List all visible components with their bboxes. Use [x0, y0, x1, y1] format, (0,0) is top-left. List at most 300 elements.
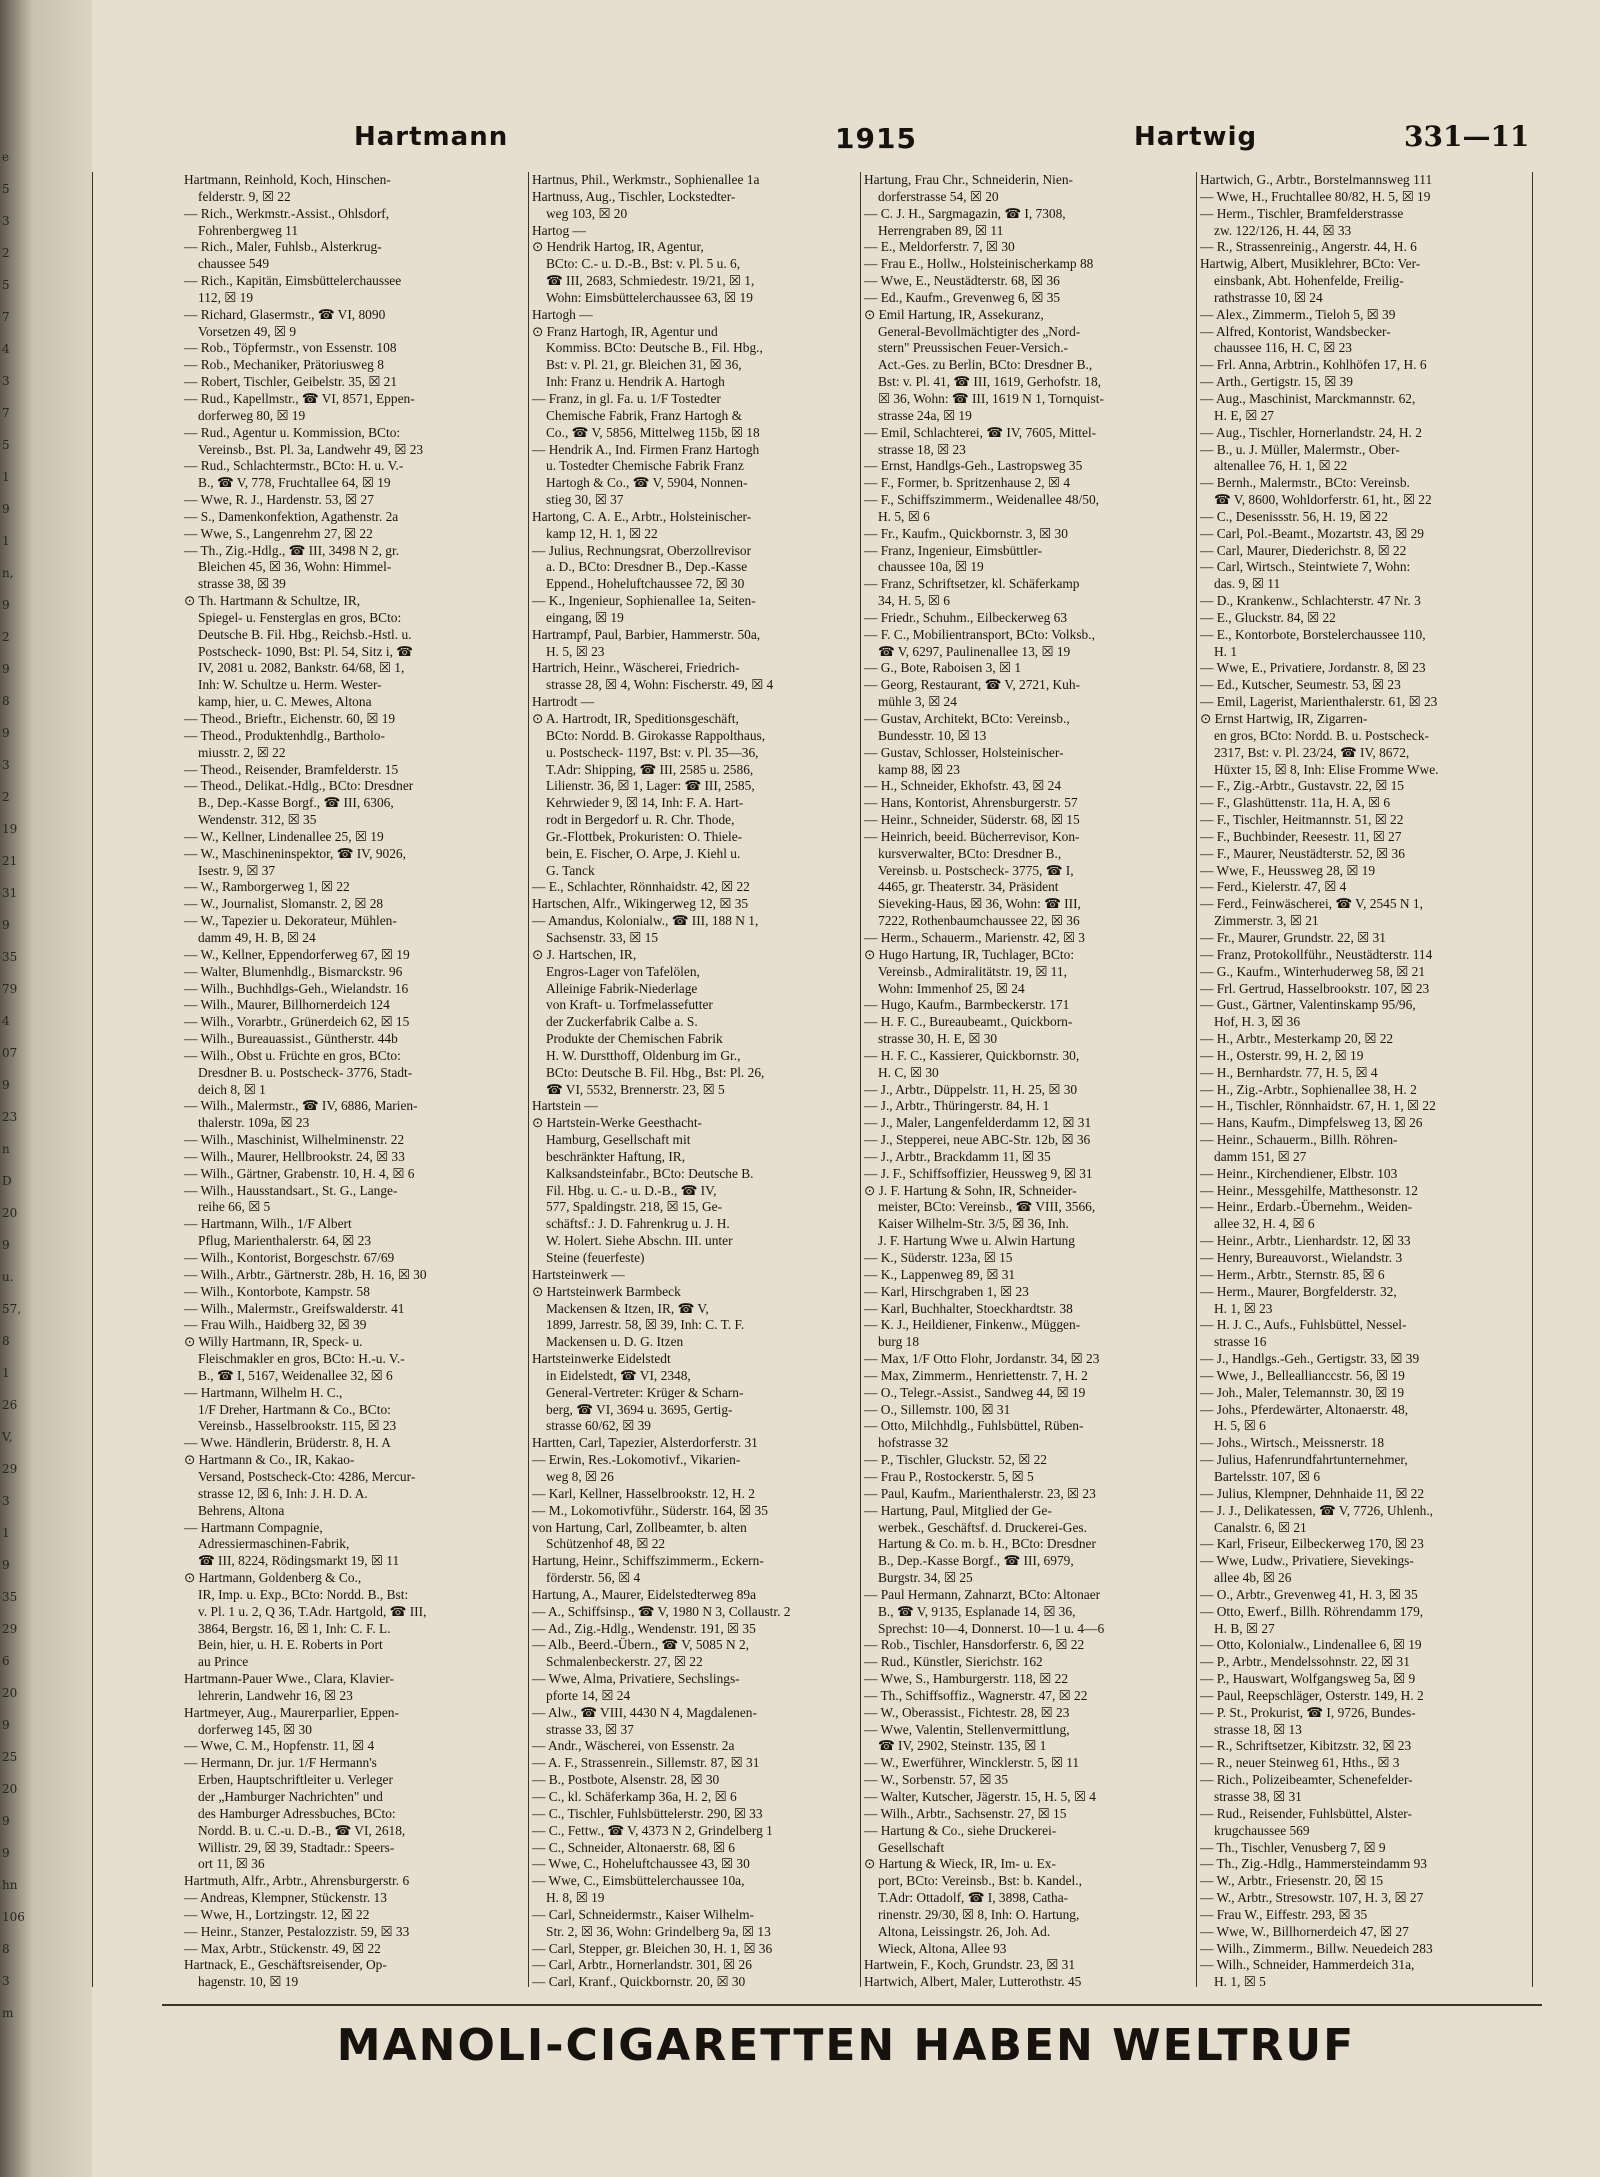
- directory-entry-line: — F., Former, b. Spritzenhause 2, ☒ 4: [864, 475, 1071, 491]
- directory-entry-line: Hartwig, Albert, Musiklehrer, BCto: Ver-: [1200, 256, 1421, 272]
- directory-entry-line: — Carl, Maurer, Diederichstr. 8, ☒ 22: [1200, 542, 1407, 558]
- directory-entry-line: ⊙ Hartmann, Goldenberg & Co.,: [184, 1570, 362, 1586]
- edge-fragment: 1: [2, 1366, 10, 1380]
- directory-entry-line: — Wwe, S., Langenrehm 27, ☒ 22: [184, 525, 373, 541]
- directory-entry-line: dorferweg 145, ☒ 30: [198, 1721, 312, 1737]
- directory-entry-line: Kehrwieder 9, ☒ 14, Inh: F. A. Hart-: [546, 795, 744, 811]
- directory-entry-line: — Rud., Reisender, Fuhlsbüttel, Alster-: [1200, 1805, 1412, 1821]
- directory-entry-line: ⊙ Hartmann & Co., IR, Kakao-: [184, 1452, 355, 1468]
- edge-fragment: 7: [2, 406, 10, 420]
- directory-entry-line: Zimmerstr. 3, ☒ 21: [1214, 913, 1319, 929]
- edge-fragment: 29: [2, 1462, 18, 1476]
- directory-entry-line: [532, 1991, 858, 1992]
- directory-entry-line: — Heinr., Kirchendiener, Elbstr. 103: [1200, 1165, 1398, 1181]
- edge-fragment: 8: [2, 1334, 10, 1348]
- directory-entry-line: ⊙ Hartung & Wieck, IR, Im- u. Ex-: [864, 1856, 1056, 1872]
- directory-entry-line: — G., Kaufm., Winterhuderweg 58, ☒ 21: [1200, 963, 1426, 979]
- directory-entry-line: eingang, ☒ 19: [546, 609, 624, 625]
- directory-entry-line: — Wwe, Alma, Privatiere, Sechslings-: [532, 1671, 740, 1687]
- directory-entry-line: — Wilh., Vorarbtr., Grünerdeich 62, ☒ 15: [184, 1014, 410, 1030]
- directory-entry-line: kamp, hier, u. C. Mewes, Altona: [198, 694, 372, 710]
- directory-entry-line: — Frau W., Eiffestr. 293, ☒ 35: [1200, 1906, 1368, 1922]
- directory-entry-line: Kalksandsteinfabr., BCto: Deutsche B.: [546, 1165, 754, 1181]
- directory-entry-line: — H., Zig.-Arbtr., Sophienallee 38, H. 2: [1200, 1081, 1417, 1097]
- directory-entry-line: — Frl. Gertrud, Hasselbrookstr. 107, ☒ 23: [1200, 980, 1430, 996]
- edge-fragment: 3: [2, 1494, 10, 1508]
- entry-columns: [92, 172, 1600, 1992]
- directory-entry-line: ⊙ Emil Hartung, IR, Assekuranz,: [864, 306, 1044, 322]
- directory-entry-line: Sprechst: 10—4, Donnerst. 10—1 u. 4—6: [878, 1620, 1105, 1636]
- directory-entry-line: General-Bevollmächtigter des „Nord-: [878, 323, 1081, 339]
- directory-entry-line: — D., Krankenw., Schlachterstr. 47 Nr. 3: [1200, 593, 1421, 609]
- directory-entry-line: — J. J., Delikatessen, ☎ V, 7726, Uhlenh.,: [1200, 1502, 1434, 1518]
- directory-entry-line: Hartrich, Heinr., Wäscherei, Friedrich-: [532, 660, 740, 676]
- directory-entry-line: — W., Kellner, Eppendorferweg 67, ☒ 19: [184, 946, 410, 962]
- directory-entry-line: der Zuckerfabrik Calbe a. S.: [546, 1014, 698, 1030]
- directory-entry-line: Inh: W. Schultze u. Herm. Wester-: [198, 677, 382, 693]
- directory-entry-line: — C., kl. Schäferkamp 36a, H. 2, ☒ 6: [532, 1789, 737, 1804]
- directory-entry-line: Vereinsb. u. Postscheck- 3775, ☎ I,: [878, 862, 1074, 878]
- directory-entry-line: — P. St., Prokurist, ☎ I, 9726, Bundes-: [1200, 1704, 1416, 1720]
- directory-entry-line: chaussee 116, H. C, ☒ 23: [1214, 340, 1352, 356]
- directory-entry-line: strasse 38, ☒ 31: [1214, 1789, 1302, 1804]
- directory-entry-line: — Hans, Kontorist, Ahrensburgerstr. 57: [864, 795, 1078, 811]
- edge-fragment: 1: [2, 470, 10, 484]
- directory-entry-line: ☎ III, 8224, Rödingsmarkt 19, ☒ 11: [198, 1553, 400, 1569]
- directory-entry-line: ⊙ Hugo Hartung, IR, Tuchlager, BCto:: [864, 946, 1075, 962]
- directory-entry-line: strasse 18, ☒ 23: [878, 441, 966, 457]
- edge-fragment: 79: [2, 982, 18, 996]
- directory-entry-line: — Wwe, H., Lortzingstr. 12, ☒ 22: [184, 1906, 370, 1922]
- directory-entry-line: ☎ VI, 5532, Brennerstr. 23, ☒ 5: [546, 1081, 725, 1097]
- directory-entry-line: — F., Zig.-Arbtr., Gustavstr. 22, ☒ 15: [1200, 778, 1404, 794]
- directory-entry-line: 34, H. 5, ☒ 6: [878, 593, 950, 609]
- directory-entry-line: Herrengraben 89, ☒ 11: [878, 222, 1004, 238]
- directory-entry-line: 7222, Rothenbaumchaussee 22, ☒ 36: [878, 913, 1080, 929]
- directory-entry-line: — W., Ewerführer, Wincklerstr. 5, ☒ 11: [864, 1755, 1080, 1771]
- directory-entry-line: Hartwein, F., Koch, Grundstr. 23, ☒ 31: [864, 1957, 1076, 1973]
- directory-entry-line: — Hans, Kaufm., Dimpfelsweg 13, ☒ 26: [1200, 1115, 1423, 1131]
- directory-entry-line: — K. J., Heildiener, Finkenw., Müggen-: [864, 1317, 1081, 1333]
- directory-entry-line: ort 11, ☒ 36: [198, 1856, 265, 1872]
- directory-entry-line: weg 8, ☒ 26: [546, 1468, 614, 1484]
- directory-entry-line: Hartogh & Co., ☎ V, 5904, Nonnen-: [546, 475, 748, 491]
- directory-entry-line: — Carl, Pol.-Beamt., Mozartstr. 43, ☒ 29: [1200, 525, 1424, 541]
- directory-entry-line: — F. C., Mobilientransport, BCto: Volksb.,: [864, 626, 1095, 642]
- directory-entry-line: — Rich., Werkmstr.-Assist., Ohlsdorf,: [184, 205, 390, 221]
- directory-entry-line: reihe 66, ☒ 5: [198, 1199, 271, 1215]
- directory-entry-line: Hartstein —: [532, 1098, 598, 1114]
- directory-entry-line: v. Pl. 1 u. 2, Q 36, T.Adr. Hartgold, ☎ III,: [198, 1603, 427, 1619]
- directory-entry-line: Deutsche B. Fil. Hbg., Reichsb.-Hstl. u.: [198, 626, 412, 642]
- edge-fragment: 5: [2, 278, 10, 292]
- directory-entry-line: — Rob., Mechaniker, Prätoriusweg 8: [184, 357, 384, 373]
- directory-entry-line: 2317, Bst: v. Pl. 23/24, ☎ IV, 8672,: [1214, 744, 1410, 760]
- directory-entry-line: Adressiermaschinen-Fabrik,: [198, 1536, 350, 1552]
- directory-entry-line: — Franz, Schriftsetzer, kl. Schäferkamp: [864, 576, 1080, 592]
- directory-entry-line: — Wilh., Maurer, Hellbrookstr. 24, ☒ 33: [184, 1148, 405, 1164]
- directory-entry-line: Fleischmakler en gros, BCto: H.-u. V.-: [198, 1351, 405, 1367]
- directory-entry-line: — Wilh., Obst u. Früchte en gros, BCto:: [184, 1047, 401, 1063]
- edge-fragment: 8: [2, 694, 10, 708]
- directory-entry-line: — W., Ramborgerweg 1, ☒ 22: [184, 879, 350, 895]
- directory-entry-line: — Franz, Ingenieur, Eimsbüttler-: [864, 542, 1043, 558]
- edge-fragment: 6: [2, 1654, 10, 1668]
- directory-entry-line: — Hendrik A., Ind. Firmen Franz Hartogh: [532, 441, 760, 457]
- directory-entry-line: — Fr., Maurer, Grundstr. 22, ☒ 31: [1200, 929, 1386, 945]
- directory-entry-line: — Karl, Friseur, Eilbeckerweg 170, ☒ 23: [1200, 1536, 1424, 1552]
- directory-entry-line: — W., Maschineninspektor, ☎ IV, 9026,: [184, 845, 406, 861]
- directory-entry-line: — A. F., Strassenrein., Sillemstr. 87, ☒ 31: [532, 1755, 760, 1771]
- directory-entry-line: Chemische Fabrik, Franz Hartogh &: [546, 407, 742, 423]
- edge-fragment: 7: [2, 310, 10, 324]
- directory-entry-line: — Andr., Wäscherei, von Essenstr. 2a: [532, 1738, 735, 1754]
- directory-entry-line: Hartnack, E., Geschäftsreisender, Op-: [184, 1957, 387, 1973]
- directory-entry-line: — Wilh., Schneider, Hammerdeich 31a,: [1200, 1957, 1415, 1973]
- directory-entry-line: IR, Imp. u. Exp., BCto: Nordd. B., Bst:: [198, 1586, 409, 1602]
- directory-entry-line: — Heinr., Messgehilfe, Matthesonstr. 12: [1200, 1182, 1418, 1198]
- directory-entry-line: — Wilh., Gärtner, Grabenstr. 10, H. 4, ☒ 6: [184, 1165, 415, 1181]
- directory-entry-line: — Erwin, Res.-Lokomotivf., Vikarien-: [532, 1452, 741, 1468]
- directory-entry-line: — E., Kontorbote, Borstelerchaussee 110,: [1200, 626, 1426, 642]
- directory-entry-line: B., ☎ V, 9135, Esplanade 14, ☒ 36,: [878, 1603, 1076, 1619]
- directory-entry-line: — Rich., Polizeibeamter, Schenefelder-: [1200, 1772, 1413, 1788]
- directory-entry-line: — Wwe, E., Neustädterstr. 68, ☒ 36: [864, 273, 1060, 289]
- directory-entry-line: burg 18: [878, 1334, 920, 1350]
- directory-entry-line: u. Postscheck- 1197, Bst: v. Pl. 35—36,: [546, 744, 759, 760]
- directory-entry-line: — Th., Schiffsoffiz., Wagnerstr. 47, ☒ 22: [864, 1687, 1088, 1703]
- directory-column-2: [532, 172, 858, 1992]
- directory-entry-line: rathstrasse 10, ☒ 24: [1214, 289, 1323, 305]
- directory-entry-line: H. E, ☒ 27: [1214, 407, 1274, 423]
- edge-fragment: 26: [2, 1398, 18, 1412]
- directory-entry-line: — Frau P., Rostockerstr. 5, ☒ 5: [864, 1468, 1034, 1484]
- directory-entry-line: — Wilh., Kontorbote, Kampstr. 58: [184, 1283, 370, 1299]
- directory-entry-line: — Wwe, Valentin, Stellenvermittlung,: [864, 1721, 1070, 1737]
- directory-entry-line: Hüxter 15, ☒ 8, Inh: Elise Fromme Wwe.: [1214, 761, 1439, 777]
- directory-entry-line: Wohn: Eimsbüttelerchaussee 63, ☒ 19: [546, 289, 753, 305]
- directory-entry-line: Burgstr. 34, ☒ 25: [878, 1570, 973, 1586]
- directory-entry-line: Hartten, Carl, Tapezier, Alsterdorferstr. 31: [532, 1435, 758, 1451]
- edge-fragment: 106: [2, 1910, 25, 1924]
- directory-entry-line: — Ed., Kaufm., Grevenweg 6, ☒ 35: [864, 289, 1061, 305]
- directory-entry-line: — Ad., Zig.-Hdlg., Wendenstr. 191, ☒ 35: [532, 1620, 756, 1636]
- directory-entry-line: Mackensen & Itzen, IR, ☎ V,: [546, 1300, 709, 1316]
- directory-entry-line: — Richard, Glasermstr., ☎ VI, 8090: [184, 306, 386, 322]
- edge-fragment: 20: [2, 1686, 18, 1700]
- directory-entry-line: Lilienstr. 36, ☒ 1, Lager: ☎ III, 2585,: [546, 778, 755, 794]
- directory-entry-line: pforte 14, ☒ 24: [546, 1687, 631, 1703]
- directory-entry-line: — Frau Wilh., Haidberg 32, ☒ 39: [184, 1317, 367, 1333]
- header-right-word: Hartwig: [1134, 122, 1258, 152]
- directory-entry-line: [864, 1991, 1194, 1992]
- directory-entry-line: — Johs., Pferdewärter, Altonaerstr. 48,: [1200, 1401, 1409, 1417]
- directory-entry-line: allee 4b, ☒ 26: [1214, 1570, 1292, 1586]
- directory-entry-line: strasse 33, ☒ 37: [546, 1721, 634, 1737]
- directory-entry-line: — C., Desenissstr. 56, H. 19, ☒ 22: [1200, 508, 1388, 524]
- directory-entry-line: a. D., BCto: Dresdner B., Dep.-Kasse: [546, 559, 748, 575]
- directory-entry-line: — Th., Tischler, Venusberg 7, ☒ 9: [1200, 1839, 1386, 1855]
- edge-fragment: m: [2, 2006, 14, 2020]
- directory-entry-line: — Heinr., Schneider, Süderstr. 68, ☒ 15: [864, 812, 1080, 828]
- edge-fragment: 21: [2, 854, 18, 868]
- edge-fragment: 9: [2, 598, 10, 612]
- directory-column-3: [864, 172, 1194, 1992]
- directory-entry-line: Steine (feuerfeste): [546, 1250, 645, 1265]
- directory-entry-line: — Wwe, H., Fruchtallee 80/82, H. 5, ☒ 19: [1200, 188, 1431, 204]
- edge-fragment: 3: [2, 374, 10, 388]
- directory-entry-line: ⊙ Ernst Hartwig, IR, Zigarren-: [1200, 711, 1368, 726]
- directory-entry-line: W. Holert. Siehe Abschn. III. unter: [546, 1233, 733, 1249]
- directory-entry-line: — Rob., Töpfermstr., von Essenstr. 108: [184, 340, 397, 356]
- directory-entry-line: — F., Schiffszimmerm., Weidenallee 48/50,: [864, 492, 1099, 508]
- directory-entry-line: von Kraft- u. Torfmelassefutter: [546, 997, 713, 1013]
- directory-entry-line: — Heinr., Erdarb.-Übernehm., Weiden-: [1200, 1199, 1413, 1215]
- directory-entry-line: Hartnuss, Aug., Tischler, Lockstedter-: [532, 188, 736, 204]
- directory-entry-line: — Carl, Kranf., Quickbornstr. 20, ☒ 30: [532, 1974, 746, 1990]
- directory-entry-line: — B., u. J. Müller, Malermstr., Ober-: [1200, 441, 1400, 457]
- directory-entry-line: Mackensen u. D. G. Itzen: [546, 1334, 684, 1350]
- directory-entry-line: — Alfred, Kontorist, Wandsbecker-: [1200, 323, 1391, 339]
- directory-entry-line: kursverwalter, BCto: Dresdner B.,: [878, 845, 1062, 861]
- directory-entry-line: stern" Preussischen Feuer-Versich.-: [878, 340, 1069, 356]
- directory-entry-line: — Wilh., Bureauassist., Güntherstr. 44b: [184, 1031, 398, 1047]
- directory-entry-line: — H., Schneider, Ekhofstr. 43, ☒ 24: [864, 778, 1062, 794]
- directory-entry-line: — Hartung & Co., siehe Druckerei-: [864, 1822, 1057, 1838]
- directory-entry-line: — Wilh., Arbtr., Sachsenstr. 27, ☒ 15: [864, 1805, 1067, 1821]
- directory-entry-line: — Bernh., Malermstr., BCto: Vereinsb.: [1200, 475, 1410, 491]
- directory-entry-line: B., ☎ I, 5167, Weidenallee 32, ☒ 6: [198, 1367, 393, 1383]
- directory-entry-line: — Rud., Künstler, Sierichstr. 162: [864, 1654, 1043, 1670]
- directory-entry-line: — Walter, Blumenhdlg., Bismarckstr. 96: [184, 963, 403, 979]
- directory-entry-line: kamp 12, H. 1, ☒ 22: [546, 525, 658, 541]
- directory-entry-line: allee 32, H. 4, ☒ 6: [1214, 1216, 1315, 1232]
- edge-fragment: e: [2, 150, 10, 164]
- directory-entry-line: Sachsenstr. 33, ☒ 15: [546, 929, 659, 945]
- directory-entry-line: — W., Arbtr., Stresowstr. 107, H. 3, ☒ 27: [1200, 1890, 1424, 1906]
- directory-entry-line: felderstr. 9, ☒ 22: [198, 188, 291, 204]
- directory-entry-line: — Walter, Kutscher, Jägerstr. 15, H. 5, ☒ 4: [864, 1789, 1096, 1804]
- directory-entry-line: förderstr. 56, ☒ 4: [546, 1570, 641, 1586]
- edge-fragment: 57,: [2, 1302, 22, 1316]
- directory-entry-line: rodt in Bergedorf u. R. Chr. Thode,: [546, 812, 735, 828]
- directory-entry-line: Vorsetzen 49, ☒ 9: [198, 323, 297, 339]
- directory-entry-line: Hof, H. 3, ☒ 36: [1214, 1014, 1301, 1030]
- directory-entry-line: — Julius, Hafenrundfahrtunternehmer,: [1200, 1452, 1408, 1468]
- directory-entry-line: strasse 38, ☒ 39: [198, 576, 286, 592]
- directory-entry-line: Gr.-Flottbek, Prokuristen: O. Thiele-: [546, 828, 743, 844]
- directory-entry-line: — Gust., Gärtner, Valentinskamp 95/96,: [1200, 997, 1416, 1013]
- directory-entry-line: — Arth., Gertigstr. 15, ☒ 39: [1200, 374, 1353, 390]
- directory-entry-line: Schmalenbeckerstr. 27, ☒ 22: [546, 1654, 703, 1670]
- edge-fragment: 20: [2, 1782, 18, 1796]
- directory-entry-line: Str. 2, ☒ 36, Wohn: Grindelberg 9a, ☒ 13: [546, 1923, 771, 1939]
- edge-fragment: n: [2, 1142, 10, 1156]
- directory-entry-line: Hartong, C. A. E., Arbtr., Holsteinischer-: [532, 508, 752, 524]
- directory-entry-line: — Gustav, Architekt, BCto: Vereinsb.,: [864, 711, 1070, 726]
- directory-entry-line: — Wilh., Maurer, Billhornerdeich 124: [184, 997, 390, 1013]
- directory-entry-line: altenallee 76, H. 1, ☒ 22: [1214, 458, 1348, 474]
- directory-entry-line: — W., Kellner, Lindenallee 25, ☒ 19: [184, 828, 384, 844]
- directory-entry-line: berg, ☎ VI, 3694 u. 3695, Gertig-: [546, 1401, 733, 1417]
- directory-entry-line: thalerstr. 109a, ☒ 23: [198, 1115, 310, 1131]
- directory-entry-line: — Frl. Anna, Arbtrin., Kohlhöfen 17, H. 6: [1200, 357, 1427, 373]
- directory-entry-line: — J., Arbtr., Düppelstr. 11, H. 25, ☒ 30: [864, 1081, 1078, 1097]
- directory-entry-line: — W., Tapezier u. Dekorateur, Mühlen-: [184, 913, 397, 929]
- directory-entry-line: [1200, 1991, 1530, 1992]
- directory-entry-line: Fohrenbergweg 11: [198, 222, 299, 238]
- directory-entry-line: — F., Buchbinder, Reesestr. 11, ☒ 27: [1200, 828, 1402, 844]
- directory-entry-line: — F., Glashüttenstr. 11a, H. A, ☒ 6: [1200, 795, 1391, 811]
- directory-entry-line: ⊙ Th. Hartmann & Schultze, IR,: [184, 593, 361, 609]
- directory-entry-line: — Robert, Tischler, Geibelstr. 35, ☒ 21: [184, 374, 398, 390]
- directory-entry-line: — Rud., Agentur u. Kommission, BCto:: [184, 424, 401, 440]
- directory-entry-line: — S., Damenkonfektion, Agathenstr. 2a: [184, 508, 399, 524]
- directory-entry-line: — Wwe, C., Hoheluftchaussee 43, ☒ 30: [532, 1856, 750, 1872]
- directory-entry-line: IV, 2081 u. 2082, Bankstr. 64/68, ☒ 1,: [198, 660, 405, 676]
- directory-entry-line: — O., Telegr.-Assist., Sandweg 44, ☒ 19: [864, 1384, 1086, 1400]
- edge-fragment: 25: [2, 1750, 18, 1764]
- directory-entry-line: au Prince: [198, 1654, 249, 1670]
- running-header: [92, 118, 1600, 158]
- directory-entry-line: B., Dep.-Kasse Borgf., ☎ III, 6979,: [878, 1553, 1074, 1569]
- directory-entry-line: bein, E. Fischer, O. Arpe, J. Kiehl u.: [546, 845, 741, 861]
- edge-fragment: 35: [2, 950, 18, 964]
- edge-fragment: 9: [2, 502, 10, 516]
- directory-entry-line: — Joh., Maler, Telemannstr. 30, ☒ 19: [1200, 1384, 1405, 1400]
- directory-entry-line: Schützenhof 48, ☒ 22: [546, 1536, 666, 1552]
- directory-entry-line: Pflug, Marienthalerstr. 64, ☒ 23: [198, 1233, 372, 1249]
- directory-entry-line: — Wilh., Zimmerm., Billw. Neuedeich 283: [1200, 1940, 1433, 1956]
- directory-entry-line: Canalstr. 6, ☒ 21: [1214, 1519, 1307, 1535]
- directory-entry-line: General-Vertreter: Krüger & Scharn-: [546, 1384, 744, 1400]
- edge-fragment: 19: [2, 822, 18, 836]
- edge-fragment: 5: [2, 182, 10, 196]
- directory-entry-line: Wohn: Immenhof 25, ☒ 24: [878, 980, 1025, 996]
- directory-entry-line: — Amandus, Kolonialw., ☎ III, 188 N 1,: [532, 913, 759, 929]
- directory-entry-line: Hartmeyer, Aug., Maurerparlier, Eppen-: [184, 1704, 399, 1720]
- directory-entry-line: — R., Schriftsetzer, Kibitzstr. 32, ☒ 23: [1200, 1738, 1412, 1754]
- directory-entry-line: [184, 1991, 521, 1992]
- directory-entry-line: — H. F. C., Bureaubeamt., Quickborn-: [864, 1014, 1073, 1030]
- directory-entry-line: — H., Arbtr., Mesterkamp 20, ☒ 22: [1200, 1031, 1394, 1047]
- edge-fragment: 2: [2, 630, 10, 644]
- directory-entry-line: — O., Arbtr., Grevenweg 41, H. 3, ☒ 35: [1200, 1586, 1418, 1602]
- directory-entry-line: J. F. Hartung Wwe u. Alwin Hartung: [878, 1233, 1075, 1249]
- directory-entry-line: — W., Sorbenstr. 57, ☒ 35: [864, 1772, 1009, 1788]
- directory-entry-line: Alleinige Fabrik-Niederlage: [546, 980, 698, 996]
- directory-entry-line: einsbank, Abt. Hohenfelde, Freilig-: [1214, 273, 1404, 289]
- directory-entry-line: — Aug., Maschinist, Marckmannstr. 62,: [1200, 390, 1416, 406]
- directory-entry-line: — W., Oberassist., Fichtestr. 28, ☒ 23: [864, 1704, 1070, 1720]
- directory-entry-line: — F., Maurer, Neustädterstr. 52, ☒ 36: [1200, 845, 1405, 861]
- directory-entry-line: Vereinsb., Hasselbrookstr. 115, ☒ 23: [198, 1418, 397, 1434]
- edge-fragment: 9: [2, 1238, 10, 1252]
- directory-entry-line: — Heinr., Stanzer, Pestalozzistr. 59, ☒ 33: [184, 1923, 410, 1939]
- directory-entry-line: damm 49, H. B, ☒ 24: [198, 929, 316, 945]
- directory-entry-line: — Frau E., Hollw., Holsteinischerkamp 88: [864, 256, 1094, 272]
- edge-fragment: D: [2, 1174, 12, 1188]
- directory-entry-line: — Rich., Kapitän, Eimsbüttelerchaussee: [184, 273, 402, 289]
- directory-entry-line: — Paul, Reepschläger, Osterstr. 149, H. 2: [1200, 1687, 1424, 1703]
- directory-entry-line: BCto: Deutsche B. Fil. Hbg., Bst: Pl. 26,: [546, 1064, 765, 1080]
- directory-entry-line: das. 9, ☒ 11: [1214, 576, 1281, 592]
- directory-entry-line: Wieck, Altona, Allee 93: [878, 1940, 1007, 1956]
- directory-entry-line: — Rud., Schlachtermstr., BCto: H. u. V.-: [184, 458, 404, 474]
- directory-entry-line: Bartelsstr. 107, ☒ 6: [1214, 1468, 1321, 1484]
- directory-entry-line: — B., Postbote, Alsenstr. 28, ☒ 30: [532, 1772, 720, 1788]
- directory-entry-line: — E., Schlachter, Rönnhaidstr. 42, ☒ 22: [532, 879, 750, 895]
- directory-entry-line: Wendenstr. 312, ☒ 35: [198, 812, 317, 828]
- directory-entry-line: Hartsteinwerk —: [532, 1266, 625, 1282]
- directory-entry-line: — Wwe. Händlerin, Brüderstr. 8, H. A: [184, 1435, 391, 1451]
- directory-entry-line: strasse 28, ☒ 4, Wohn: Fischerstr. 49, ☒ 4: [546, 677, 774, 693]
- directory-entry-line: schäftsf.: J. D. Fahrenkrug u. J. H.: [546, 1216, 730, 1232]
- directory-entry-line: 1899, Jarrestr. 58, ☒ 39, Inh: C. T. F.: [546, 1317, 745, 1333]
- directory-entry-line: H. 5, ☒ 23: [546, 643, 605, 659]
- directory-entry-line: — Hartung, Paul, Mitglied der Ge-: [864, 1502, 1052, 1518]
- directory-entry-line: deich 8, ☒ 1: [198, 1081, 266, 1097]
- directory-entry-line: — E., Gluckstr. 84, ☒ 22: [1200, 609, 1336, 625]
- edge-fragment: 2: [2, 790, 10, 804]
- directory-entry-line: Hartmann, Reinhold, Koch, Hinschen-: [184, 172, 391, 187]
- directory-entry-line: — Friedr., Schuhm., Eilbeckerweg 63: [864, 609, 1068, 625]
- directory-entry-line: werbek., Geschäftsf. d. Druckerei-Ges.: [878, 1519, 1087, 1535]
- directory-entry-line: Eppend., Hoheluftchaussee 72, ☒ 30: [546, 576, 745, 592]
- edge-fragment: 4: [2, 342, 10, 356]
- directory-entry-line: — Max, 1/F Otto Flohr, Jordanstr. 34, ☒ 23: [864, 1351, 1100, 1367]
- directory-entry-line: — A., Schiffsinsp., ☎ V, 1980 N 3, Collaustr. 2: [532, 1603, 791, 1619]
- directory-entry-line: H. 5, ☒ 6: [878, 508, 930, 524]
- directory-entry-line: — Johs., Wirtsch., Meissnerstr. 18: [1200, 1435, 1385, 1451]
- directory-entry-line: Hartwich, Albert, Maler, Lutterothstr. 45: [864, 1974, 1082, 1990]
- directory-entry-line: — H. F. C., Kassierer, Quickbornstr. 30,: [864, 1047, 1080, 1063]
- directory-entry-line: — Heinr., Schauerm., Billh. Röhren-: [1200, 1132, 1398, 1148]
- directory-entry-line: — C., Fettw., ☎ V, 4373 N 2, Grindelberg 1: [532, 1822, 773, 1838]
- directory-entry-line: — Georg, Restaurant, ☎ V, 2721, Kuh-: [864, 677, 1081, 693]
- directory-entry-line: — F., Tischler, Heitmannstr. 51, ☒ 22: [1200, 812, 1404, 828]
- directory-entry-line: ☒ 36, Wohn: ☎ III, 1619 N 1, Tornquist-: [878, 390, 1104, 406]
- directory-entry-line: dorferweg 80, ☒ 19: [198, 407, 306, 423]
- directory-entry-line: — H., Tischler, Rönnhaidstr. 67, H. 1, ☒ 22: [1200, 1098, 1436, 1114]
- directory-entry-line: Versand, Postscheck-Cto: 4286, Mercur-: [198, 1468, 416, 1484]
- directory-entry-line: H. W. Durstthoff, Oldenburg im Gr.,: [546, 1047, 741, 1063]
- directory-entry-line: miusstr. 2, ☒ 22: [198, 744, 286, 760]
- directory-entry-line: der „Hamburger Nachrichten" und: [198, 1789, 383, 1804]
- directory-entry-line: — Th., Zig.-Hdlg., Hammersteindamm 93: [1200, 1856, 1427, 1872]
- edge-fragment: 9: [2, 918, 10, 932]
- edge-fragment: 3: [2, 214, 10, 228]
- directory-entry-line: — Wilh., Maschinist, Wilhelminenstr. 22: [184, 1132, 405, 1148]
- directory-entry-line: Willistr. 29, ☒ 39, Stadtadr.: Speers-: [198, 1839, 395, 1855]
- directory-entry-line: strasse 60/62, ☒ 39: [546, 1418, 651, 1434]
- header-year: 1915: [835, 122, 917, 155]
- directory-entry-line: — Ernst, Handlgs-Geh., Lastropsweg 35: [864, 458, 1083, 474]
- directory-entry-line: — Alw., ☎ VIII, 4430 N 4, Magdalenen-: [532, 1704, 757, 1720]
- directory-entry-line: ☎ V, 8600, Wohldorferstr. 61, ht., ☒ 22: [1214, 492, 1432, 508]
- directory-entry-line: strasse 16: [1214, 1334, 1267, 1350]
- directory-entry-line: T.Adr: Ottadolf, ☎ I, 3898, Catha-: [878, 1890, 1069, 1906]
- directory-entry-line: H. 1, ☒ 23: [1214, 1300, 1273, 1316]
- directory-entry-line: — P., Arbtr., Mendelssohnstr. 22, ☒ 31: [1200, 1654, 1410, 1670]
- directory-entry-line: rinenstr. 29/30, ☒ 8, Inh: O. Hartung,: [878, 1906, 1080, 1922]
- directory-entry-line: Engros-Lager von Tafelölen,: [546, 963, 700, 979]
- directory-entry-line: strasse 18, ☒ 13: [1214, 1721, 1302, 1737]
- directory-entry-line: — C., Schneider, Altonaerstr. 68, ☒ 6: [532, 1839, 736, 1855]
- directory-entry-line: — Karl, Hirschgraben 1, ☒ 23: [864, 1283, 1029, 1299]
- edge-fragment: 9: [2, 1078, 10, 1092]
- directory-entry-line: Hartung & Co. m. b. H., BCto: Dresdner: [878, 1536, 1096, 1552]
